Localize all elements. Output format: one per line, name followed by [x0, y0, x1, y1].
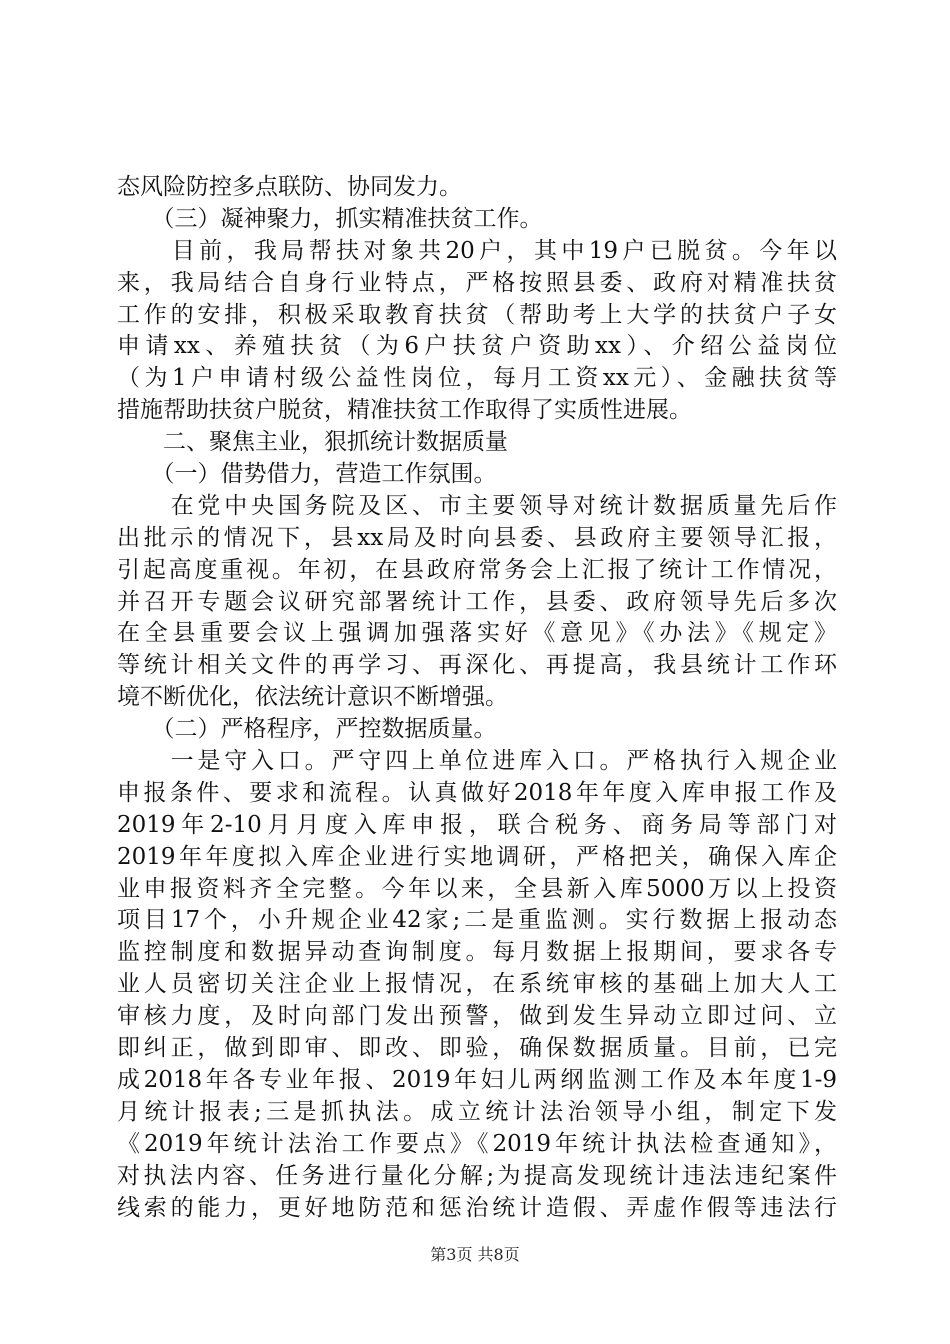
text-line: 成2018年各专业年报、2019年妇儿两纲监测工作及本年度1-9: [117, 1066, 837, 1093]
text-line: 二、聚焦主业，狠抓统计数据质量: [117, 429, 508, 456]
text-line: 一是守入口。严守四上单位进库入口。严格执行入规企业: [117, 748, 837, 775]
text-line: 等统计相关文件的再学习、再深化、再提高，我县统计工作环: [117, 652, 837, 679]
text-line: （为1户申请村级公益性岗位，每月工资xx元）、金融扶贫等: [117, 365, 837, 392]
text-line: 并召开专题会议研究部署统计工作，县委、政府领导先后多次: [117, 588, 837, 615]
text-line: 在党中央国务院及区、市主要领导对统计数据质量先后作: [117, 492, 837, 519]
text-line: 2019年2-10月月度入库申报，联合税务、商务局等部门对: [117, 811, 837, 838]
text-line: 即纠正，做到即审、即改、即验，确保数据质量。目前，已完: [117, 1035, 837, 1062]
text-line: 项目17个，小升规企业42家;二是重监测。实行数据上报动态: [117, 907, 837, 934]
text-line: （二）严格程序，严控数据质量。: [117, 716, 497, 743]
text-line: 审核力度，及时向部门发出预警，做到发生异动立即过问、立: [117, 1003, 837, 1030]
text-line: 态风险防控多点联防、协同发力。: [117, 174, 462, 200]
text-line: 目前，我局帮扶对象共20户，其中19户已脱贫。今年以: [117, 237, 837, 264]
text-line: 线索的能力，更好地防范和惩治统计造假、弄虚作假等违法行: [117, 1194, 837, 1221]
text-line: 业申报资料齐全完整。今年以来，全县新入库5000万以上投资: [117, 875, 837, 902]
text-line: 申报条件、要求和流程。认真做好2018年年度入库申报工作及: [117, 779, 837, 806]
text-line: 境不断优化，依法统计意识不断增强。: [117, 684, 508, 711]
text-line: （三）凝神聚力，抓实精准扶贫工作。: [117, 205, 543, 232]
text-line: 措施帮助扶贫户脱贫，精准扶贫工作取得了实质性进展。: [117, 397, 692, 424]
text-line: 监控制度和数据异动查询制度。每月数据上报期间，要求各专: [117, 939, 837, 966]
text-line: （一）借势借力，营造工作氛围。: [117, 461, 497, 488]
text-line: 来，我局结合自身行业特点，严格按照县委、政府对精准扶贫: [117, 269, 837, 296]
text-line: 出批示的情况下，县xx局及时向县委、县政府主要领导汇报，: [117, 524, 837, 551]
page-footer: 第3页 共8页: [430, 1245, 520, 1264]
text-line: 工作的安排，积极采取教育扶贫（帮助考上大学的扶贫户子女: [117, 301, 837, 328]
text-line: 月统计报表;三是抓执法。成立统计法治领导小组，制定下发: [117, 1098, 837, 1125]
text-line: 申请xx、养殖扶贫（为6户扶贫户资助xx）、介绍公益岗位: [117, 333, 837, 360]
text-line: 在全县重要会议上强调加强落实好《意见》《办法》《规定》: [117, 620, 837, 647]
text-line: 2019年年度拟入库企业进行实地调研，严格把关，确保入库企: [117, 843, 837, 870]
text-line: 业人员密切关注企业上报情况，在系统审核的基础上加大人工: [117, 971, 837, 998]
text-line: 对执法内容、任务进行量化分解;为提高发现统计违法违纪案件: [117, 1162, 837, 1189]
text-line: 引起高度重视。年初，在县政府常务会上汇报了统计工作情况，: [117, 556, 837, 583]
text-line: 《2019年统计法治工作要点》《2019年统计执法检查通知》，: [117, 1130, 837, 1157]
body-text: [117, 172, 837, 1224]
